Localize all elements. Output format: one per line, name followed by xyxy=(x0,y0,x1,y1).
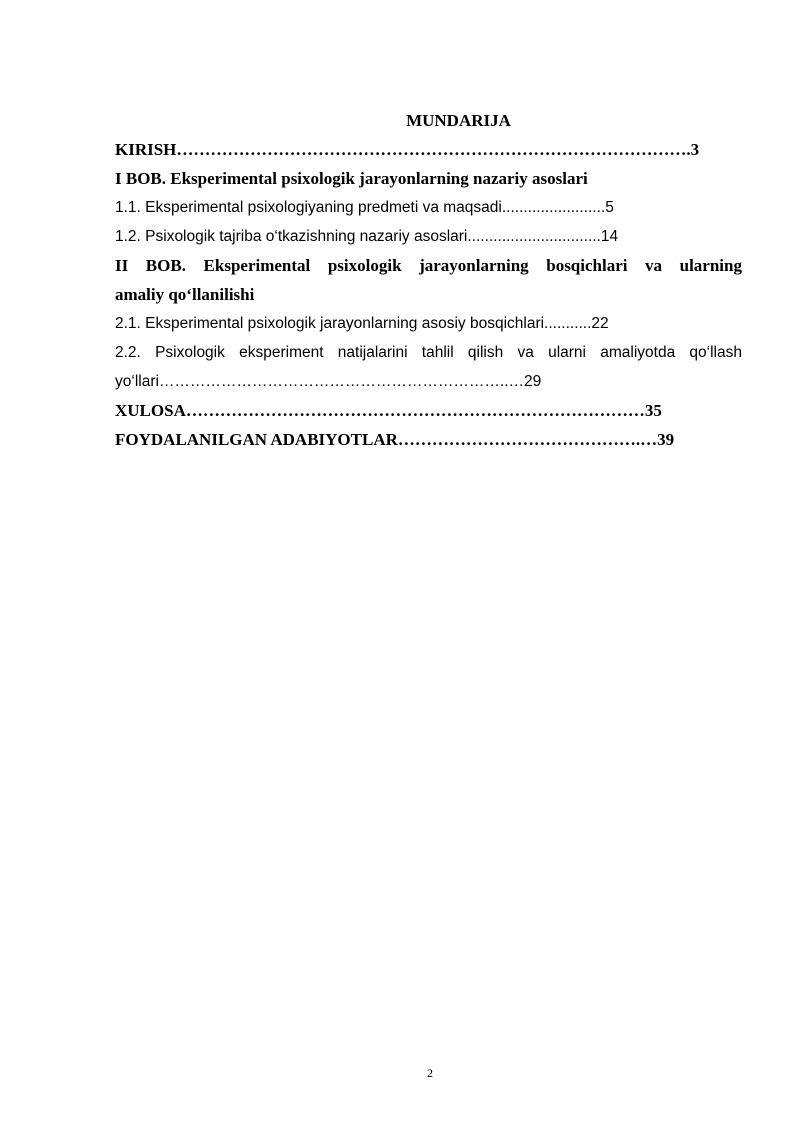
toc-title: MUNDARIJA xyxy=(406,111,511,130)
toc-entry-chapter-2-line-2: amaliy qo‘llanilishi xyxy=(115,285,255,304)
toc-entry-section-2-2-line-2: yo‘llari…………………………………………………………..…29 xyxy=(115,373,542,390)
toc-entry-section-1-1: 1.1. Eksperimental psixologiyaning predmeti va maqsadi........................5 xyxy=(115,199,614,216)
toc-entry-references: FOYDALANILGAN ADABIYOTLAR…………………………………….…39 xyxy=(115,430,675,449)
table-of-contents xyxy=(115,106,742,454)
toc-entry-introduction: KIRISH……………………………………………………………………………….3 xyxy=(115,140,700,159)
toc-entry-section-1-2: 1.2. Psixologik tajriba o‘tkazishning nazariy asoslari...............................14 xyxy=(115,228,619,245)
toc-entry-chapter-2-line-1: II BOB. Eksperimental psixologik jarayonlarning bosqichlari va ularning xyxy=(115,256,742,275)
toc-entry-conclusion: XULOSA………………………………………………………………………35 xyxy=(115,401,662,420)
toc-entry-section-2-2 xyxy=(115,338,742,396)
page-number: 2 xyxy=(427,1066,433,1080)
toc-entry-section-2-2-line-1: 2.2. Psixologik eksperiment natijalarini tahlil qilish va ularni amaliyotda qo‘llash xyxy=(115,344,742,361)
toc-entry-chapter-2 xyxy=(115,251,742,309)
toc-entry-chapter-1: I BOB. Eksperimental psixologik jarayonlarning nazariy asoslari xyxy=(115,169,588,188)
toc-entry-section-2-1: 2.1. Eksperimental psixologik jarayonlarning asosiy bosqichlari...........22 xyxy=(115,315,609,332)
